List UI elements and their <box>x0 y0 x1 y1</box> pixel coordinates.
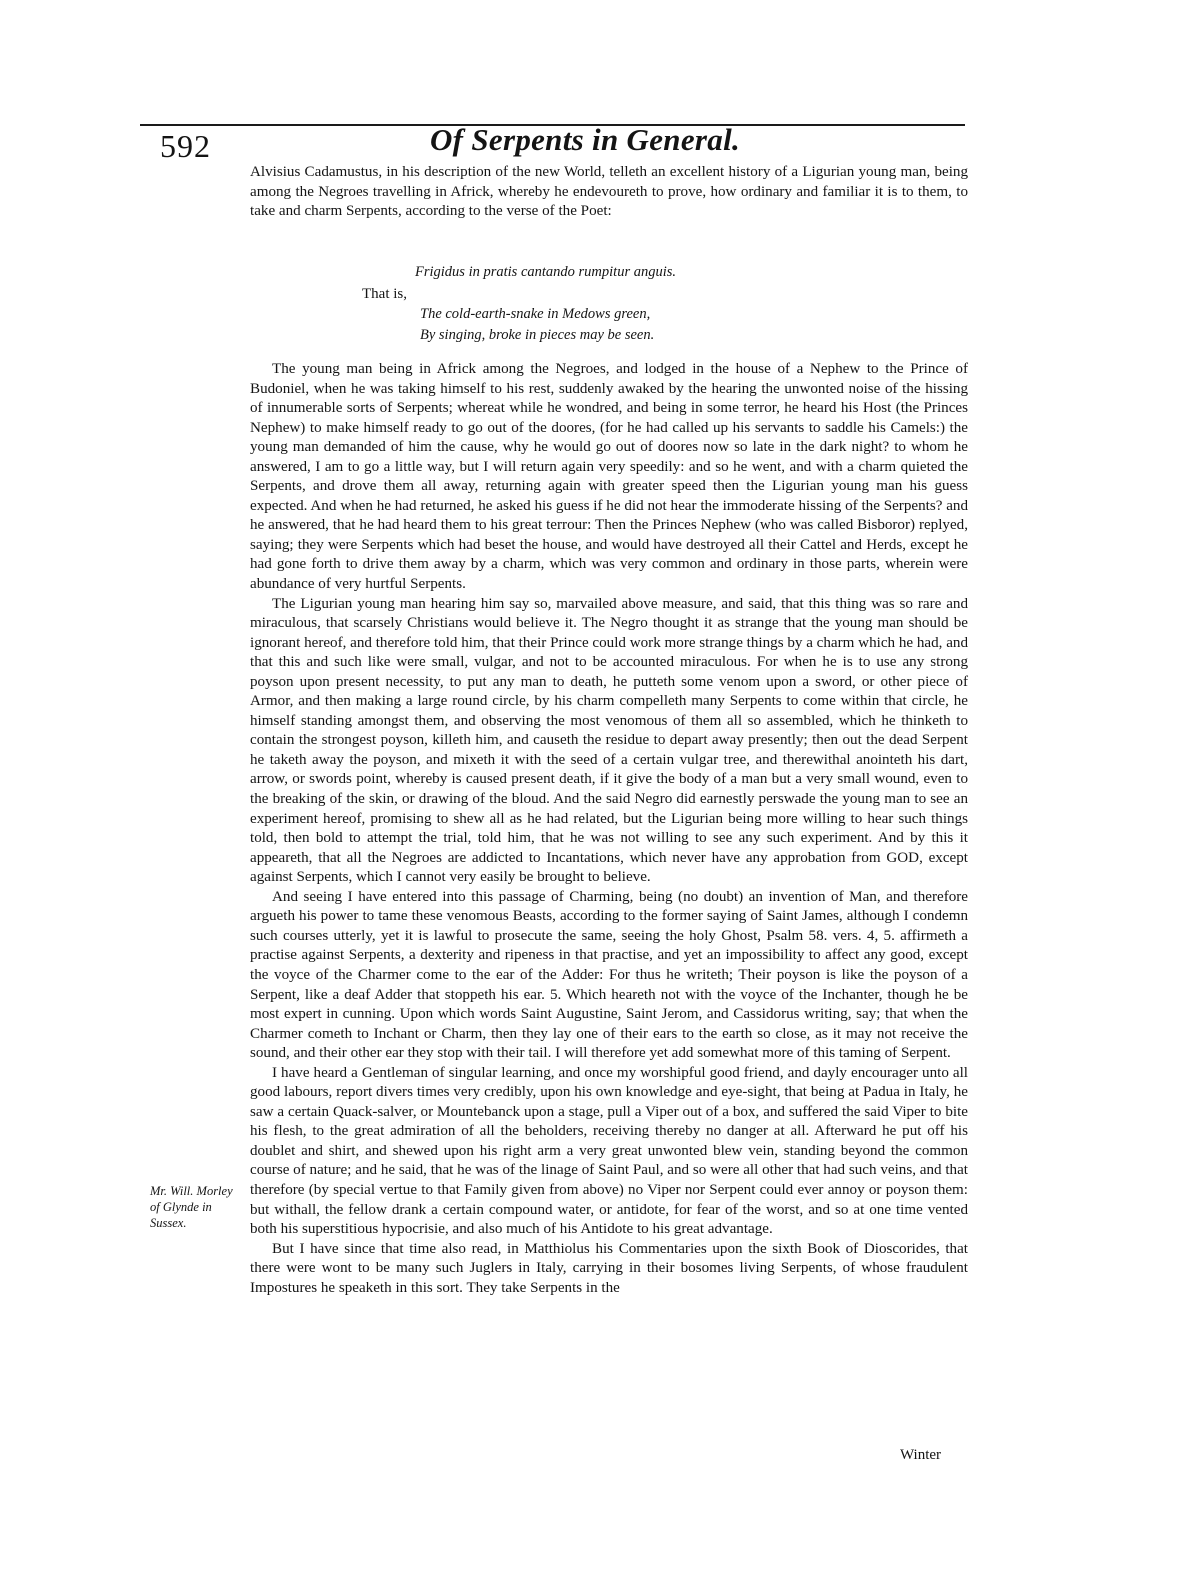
catchword: Winter <box>900 1447 942 1463</box>
page-number: 592 <box>160 128 211 164</box>
margin-note: Mr. Will. Morley of Glynde in Sussex. <box>150 1184 233 1230</box>
verse-english-line-2: By singing, broke in pieces may be seen. <box>420 327 655 343</box>
verse-english-line-1: The cold-earth-snake in Medows green, <box>420 306 651 322</box>
paragraph-negro-prince: The Ligurian young man hearing him say so, marvailed above measure, and said, that this thing was so rare and miraculous, that scarsely Christians would believe it. The Negro thought it as strange that the young man should be ignorant hereof, and therefore told him, that their Prince could work more strange things by a charm which he had, and that this and such like were small, vulgar, and not to be accounted miraculous. For when he is to use any strong poyson upon present necessity, to put any man to death, he putteth some venom upon a sword, or other piece of Armor, and then making a large round circle, by his charm compelleth many Serpents to come within that circle, he himself standing amongst them, and observing the most venomous of them all so assembled, which he thinketh to contain the strongest poyson, killeth him, and causeth the residue to depart away presently; then out the dead Serpent he taketh away the poyson, and mixeth it with the seed of a certain vulgar tree, and therewithal anointeth his dart, arrow, or swords point, whereby is caused present death, if it give the body of a man but a very small wound, even to the breaking of the skin, or drawing of the bloud. And the said Negro did earnestly perswade the young man to see an experiment hereof, promising to shew all as he had related, but the Ligurian being more willing to hear such things told, then bold to attempt the trial, told him, that he was not willing to see any such experiment. And by this it appeareth, that all the Negroes are addicted to Incantations, which never have any approbation from GOD, except against Serpents, which I cannot very easily be brought to believe. <box>250 595 968 886</box>
main-text <box>250 360 968 1298</box>
verse-latin-line: Frigidus in pratis cantando rumpitur anguis. <box>415 264 677 280</box>
header-rule <box>140 124 965 126</box>
paragraph-matthiolus: But I have since that time also read, in Matthiolus his Commentaries upon the sixth Book of Dioscorides, that there were wont to be many such Juglers in Italy, carrying in their bosomes living Serpents, of whose fraudulent Impostures he speaketh in this sort. They take Serpents in the <box>250 1240 968 1296</box>
paragraph-african-host: The young man being in Africk among the Negroes, and lodged in the house of a Nephew to the Prince of Budoniel, when he was taking himself to his rest, suddenly awaked by the hearing the unwonted noise of the hissing of innumerable sorts of Serpents; whereat while he wondred, and being in some terror, he heard his Host (the Princes Nephew) to make himself ready to go out of the doores, (for he had called up his servants to saddle his Camels:) the young man demanded of him the cause, why he would go out of doores now so late in the dark night? to whom he answered, I am to go a little way, but I will return again very speedily: and so he went, and with a charm quieted the Serpents, and drove them all away, returning again with greater speed then the Ligurian young man his guess expected. And when he had returned, he asked his guess if he did not hear the immoderate hissing of the Serpents? and he answered, that he had heard them to his great terrour: Then the Princes Nephew (who was called Bisboror) replyed, saying; they were Serpents which had beset the house, and would have destroyed all their Cattel and Herds, except he had gone forth to drive them away by a charm, which was very common and ordinary in those parts, wherein were abundance of very hurtful Serpents. <box>250 361 968 593</box>
paragraph-charming: And seeing I have entered into this passage of Charming, being (no doubt) an invention of Man, and therefore argueth his power to tame these venomous Beasts, according to the former saying of Saint James, although I condemn such courses utterly, yet it is lawful to prosecute the same, seeing the holy Ghost, Psalm 58. vers. 4, 5. affirmeth a practise against Serpents, a dexterity and ripeness in that practise, and yet an impossibility to affect any good, except the voyce of the Charmer come to the ear of the Adder: For thus he writeth; Their poyson is like the poyson of a Serpent, like a deaf Adder that stoppeth his ear. 5. Which heareth not with the voyce of the Inchanter, though he be most expert in cunning. Upon which words Saint Augustine, Saint Jerom, and Cassidorus writing, say; that when the Charmer cometh to Inchant or Charm, then they lay one of their ears to the earth so close, as it may not receive the sound, and their other ear they stop with their tail. I will therefore yet add somewhat more of this taming of Serpent. <box>250 888 968 1062</box>
running-title: Of Serpents in General. <box>430 122 741 157</box>
intro-block <box>250 163 968 222</box>
intro-paragraph: Alvisius Cadamustus, in his description of the new World, telleth an excellent history of a Ligurian young man, being among the Negroes travelling in Africk, whereby he endevoureth to prove, how ordinary and familiar it is to them, to take and charm Serpents, according to the verse of the Poet: <box>250 164 968 220</box>
paragraph-mountebank: I have heard a Gentleman of singular learning, and once my worshipful good friend, and dayly encourager unto all good labours, report divers times very credibly, upon his own knowledge and eye-sight, that being at Padua in Italy, he saw a certain Quack-salver, or Mountebanck upon a stage, pull a Viper out of a box, and suffered the said Viper to bite his flesh, to the great admiration of all the beholders, receiving thereby no danger at all. Afterward he put off his doublet and shirt, and shewed upon his right arm a very great unwonted blew vein, standing beyond the common course of nature; and he said, that he was of the linage of Saint Paul, and so were all other that had such veins, and that therefore (by special vertue to that Family given from above) no Viper nor Serpent could ever annoy or poyson them: but withall, the fellow drank a certain compound water, or antidote, for fear of the worst, and so at one time vented both his superstitious hypocrisie, and also much of his Antidote to his great advantage. <box>250 1064 968 1238</box>
verse-that-is: That is, <box>362 286 407 302</box>
